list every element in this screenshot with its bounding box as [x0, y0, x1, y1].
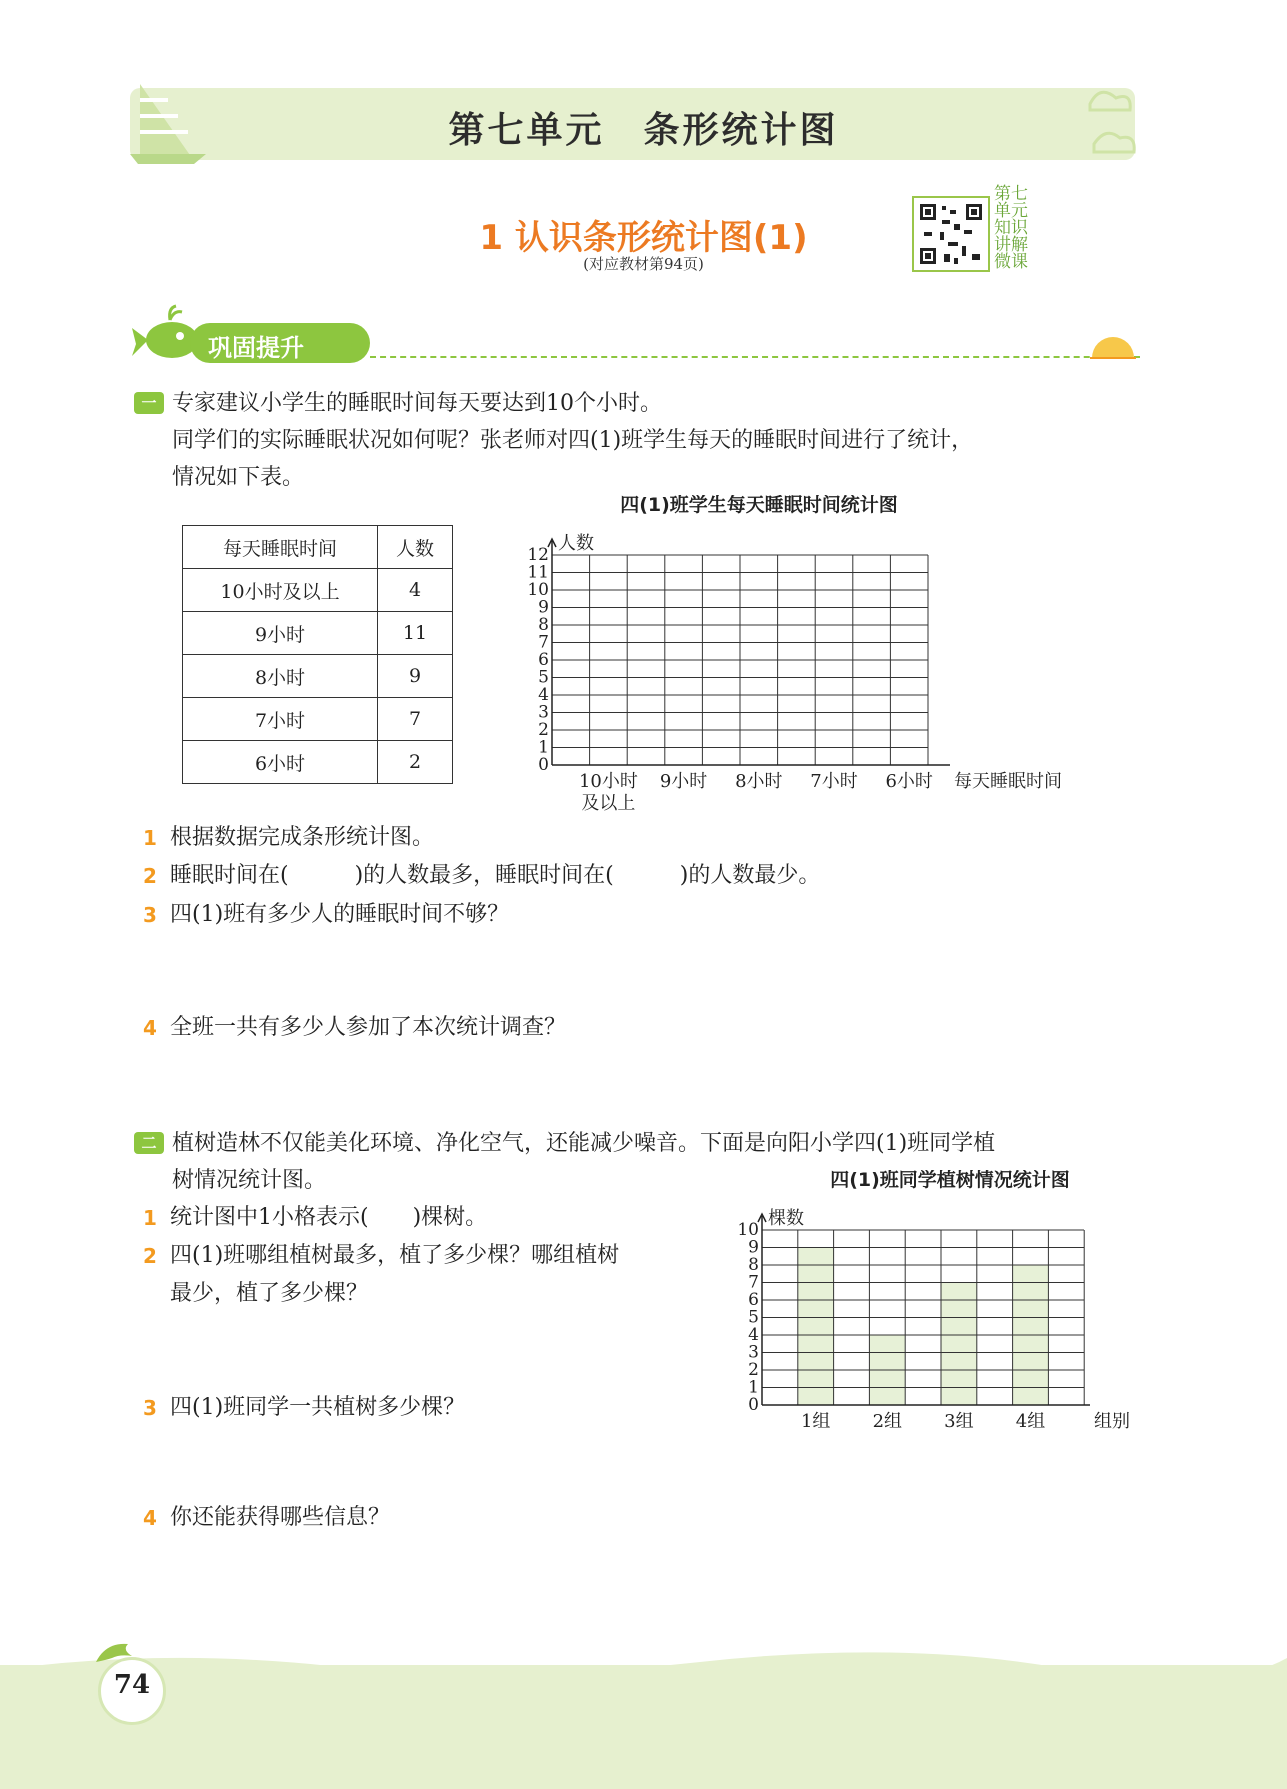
sleep-table — [182, 525, 453, 784]
chart-y-tick: 9 — [538, 597, 549, 618]
q2-sub3-text: 四(1)班同学一共植树多少棵？ — [170, 1395, 466, 1420]
section-label: 巩固提升 — [208, 334, 304, 362]
table-cell: 4 — [378, 569, 453, 612]
chart-y-tick: 10 — [737, 1220, 759, 1240]
unit-title: 第七单元 条形统计图 — [448, 110, 839, 151]
chart-y-label: 人数 — [558, 533, 594, 554]
chart-x-tick — [579, 771, 638, 814]
chart-x-tick — [660, 771, 707, 792]
chart-x-tick-line: 7小时 — [810, 771, 858, 792]
qr-code-icon[interactable] — [912, 196, 990, 272]
q1-sub1-text: 根据数据完成条形统计图。 — [170, 825, 435, 850]
q2-sub1-number: 1 — [143, 1206, 157, 1230]
chart-x-tick — [885, 771, 932, 792]
q1-intro-line-3: 情况如下表。 — [172, 465, 305, 490]
q1-sub3-number: 3 — [143, 903, 157, 927]
lesson-reference: (对应教材第94页) — [583, 255, 704, 273]
table-header-cell: 每天睡眠时间 — [183, 526, 378, 569]
table-row — [183, 741, 453, 784]
q2-sub2-text-a: 四(1)班哪组植树最多，植了多少棵？哪组植树 — [170, 1243, 620, 1268]
table-row — [183, 655, 453, 698]
table-header-row — [183, 526, 453, 569]
chart-x-tick-line: 1组 — [800, 1411, 831, 1432]
table-cell: 10小时及以上 — [183, 569, 378, 612]
chart-y-tick: 3 — [748, 1342, 759, 1363]
chart-y-label: 棵数 — [768, 1208, 804, 1229]
chart-x-tick — [873, 1411, 902, 1432]
q1-sub1-number: 1 — [143, 826, 157, 850]
q1-sub2-number: 2 — [143, 864, 157, 888]
page-number: 74 — [113, 1670, 151, 1700]
section-divider — [370, 356, 1140, 358]
sleep-bar-chart — [510, 495, 1100, 820]
chart-y-tick: 0 — [538, 755, 549, 775]
chart-y-tick: 6 — [538, 650, 549, 670]
q2-intro-line-2: 树情况统计图。 — [172, 1168, 327, 1193]
chart-bar — [941, 1283, 977, 1406]
q1-intro-line-2: 同学们的实际睡眠状况如何呢？张老师对四(1)班学生每天的睡眠时间进行了统计， — [172, 428, 974, 453]
chart-x-tick-line: 3组 — [944, 1411, 974, 1432]
lesson-title: 1 认识条形统计图(1) — [479, 218, 808, 258]
chart-y-tick: 10 — [527, 580, 549, 600]
tree-planting-bar-chart — [720, 1170, 1150, 1440]
chart-x-label: 每天睡眠时间 — [954, 771, 1062, 792]
chart-y-tick: 0 — [748, 1395, 759, 1415]
chart-x-tick — [1016, 1411, 1045, 1432]
chart-y-tick: 5 — [538, 667, 549, 688]
chart-x-label: 组别 — [1094, 1411, 1130, 1432]
footer-wave — [0, 1640, 1287, 1700]
q1-sub2-text: 睡眠时间在( )的人数最多，睡眠时间在( )的人数最少。 — [170, 863, 821, 888]
q1-sub4-number: 4 — [143, 1016, 157, 1040]
q2-sub4-number: 4 — [143, 1506, 157, 1530]
chart-x-tick-line: 及以上 — [581, 793, 636, 814]
q2-sub3-number: 3 — [143, 1396, 157, 1420]
chart-y-tick: 9 — [748, 1237, 759, 1258]
table-cell: 7 — [378, 698, 453, 741]
chart-x-tick — [810, 771, 857, 792]
chart-y-tick: 11 — [527, 562, 549, 583]
chart-y-tick: 3 — [538, 702, 549, 723]
chart-y-tick: 2 — [538, 720, 549, 740]
chart-x-tick-line: 9小时 — [659, 771, 708, 792]
chart-title: 四(1)班同学植树情况统计图 — [830, 1170, 1070, 1191]
table-cell: 9小时 — [183, 612, 378, 655]
chart-x-tick-line: 2组 — [872, 1411, 903, 1432]
question-badge-2: 二 — [134, 1132, 164, 1154]
sun-icon — [1088, 330, 1138, 362]
chart-y-tick: 8 — [748, 1255, 759, 1275]
chart-y-tick: 5 — [748, 1307, 759, 1328]
chart-y-tick: 12 — [527, 545, 549, 565]
chart-y-tick: 1 — [748, 1377, 759, 1398]
chart-y-tick: 7 — [538, 632, 549, 653]
chart-y-tick: 1 — [538, 737, 549, 758]
table-cell: 2 — [378, 741, 453, 784]
q2-sub1-text: 统计图中1小格表示( )棵树。 — [170, 1205, 488, 1230]
chart-y-tick: 8 — [538, 615, 549, 635]
table-row — [183, 698, 453, 741]
table-cell: 6小时 — [183, 741, 378, 784]
q1-sub4-text: 全班一共有多少人参加了本次统计调查？ — [170, 1015, 567, 1040]
chart-x-tick-line: 10小时 — [578, 771, 638, 792]
table-header-cell: 人数 — [378, 526, 453, 569]
chart-x-tick-line: 4组 — [1015, 1411, 1046, 1432]
question-badge-1: 一 — [134, 392, 164, 414]
q2-sub2-text-b: 最少，植了多少棵？ — [170, 1281, 369, 1306]
chart-x-tick-line: 6小时 — [885, 771, 933, 792]
table-row — [183, 569, 453, 612]
whale-icon — [130, 302, 200, 362]
chart-x-tick — [944, 1411, 973, 1432]
chart-x-tick — [801, 1411, 830, 1432]
table-cell: 8小时 — [183, 655, 378, 698]
q2-sub2-number: 2 — [143, 1244, 157, 1268]
chart-x-tick — [735, 771, 782, 792]
chart-x-tick-line: 8小时 — [735, 771, 783, 792]
dolphin-icon — [92, 1638, 136, 1668]
table-row — [183, 612, 453, 655]
q2-intro-line-1: 植树造林不仅能美化环境、净化空气，还能减少噪音。下面是向阳小学四(1)班同学植 — [172, 1131, 996, 1156]
chart-y-tick: 6 — [748, 1290, 759, 1310]
q1-intro-line-1: 专家建议小学生的睡眠时间每天要达到10个小时。 — [172, 391, 662, 416]
qr-label: 第七单元知识讲解微课 — [994, 184, 1028, 272]
q1-sub3-text: 四(1)班有多少人的睡眠时间不够？ — [170, 902, 510, 927]
chart-y-tick: 4 — [538, 685, 549, 705]
chart-y-tick: 4 — [748, 1325, 759, 1345]
table-cell: 9 — [378, 655, 453, 698]
chart-bar — [798, 1248, 834, 1406]
chart-y-tick: 7 — [748, 1272, 759, 1293]
table-cell: 11 — [378, 612, 453, 655]
chart-y-tick: 2 — [748, 1360, 759, 1380]
table-cell: 7小时 — [183, 698, 378, 741]
chart-title: 四(1)班学生每天睡眠时间统计图 — [620, 495, 898, 516]
q2-sub4-text: 你还能获得哪些信息？ — [170, 1505, 391, 1530]
